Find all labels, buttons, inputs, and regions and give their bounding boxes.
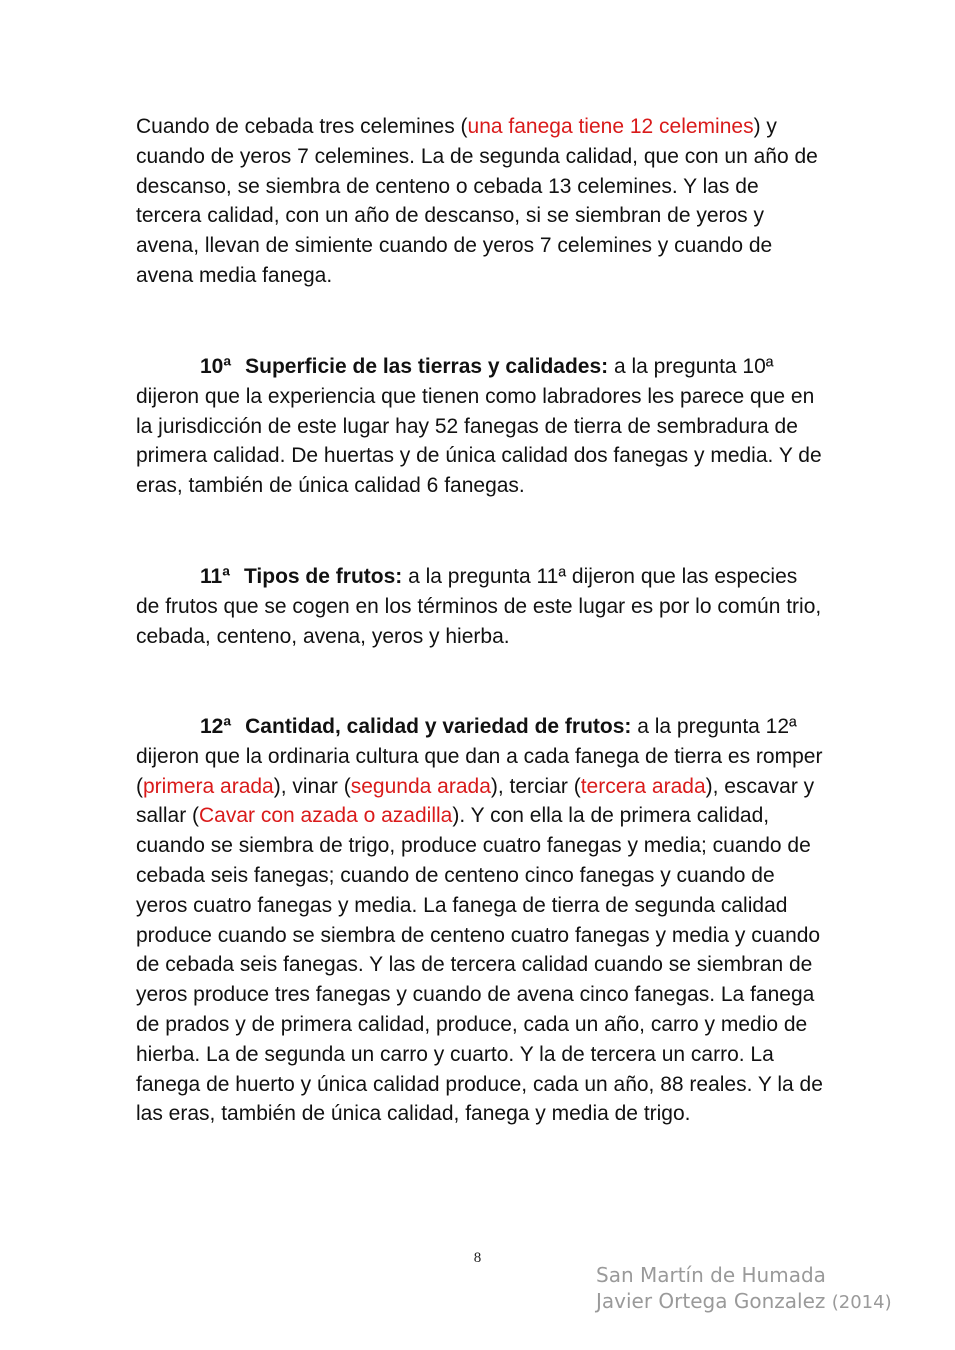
watermark-author — [596, 1288, 892, 1316]
paragraph-question-12 — [136, 712, 826, 1129]
annotation-red: tercera arada — [580, 774, 706, 798]
annotation-red: segunda arada — [350, 774, 491, 798]
paragraph-text: ). Y con ella la de primera calidad, cuando se siembra de trigo, produce cuatro fanegas y media; cuando de cebada seis fanegas; cuando de centeno cinco fanegas y cuando de yeros cuatro fanegas y media. La fanega de tierra de segunda calidad produce cuando se siembra de centeno cuatro fanegas y media y cuando de cebada seis fanegas. Y las de tercera calidad cuando se siembran de yeros produce tres fanegas y cuando de avena cinco fanegas. La fanega de prados y de primera calidad, produce, cada un año, carro y medio de hierba. La de segunda un carro y cuarto. Y la de tercera un carro. La fanega de huerto y única calidad produce, cada un año, 88 reales. Y la de las eras, también de única calidad, fanega y media de trigo. — [136, 804, 823, 1126]
watermark-year: (2014) — [831, 1292, 892, 1313]
paragraph-question-11 — [136, 562, 826, 651]
watermark — [596, 1262, 892, 1316]
annotation-red: una fanega tiene 12 celemines — [467, 115, 754, 138]
paragraph-text: y cuando de yeros 7 celemines. La de segunda calidad, que con un año de descanso, se siembra de centeno o cebada 13 celemines. Y las de tercera calidad, con un año de descanso, si se siembran de yeros y avena, llevan de simiente cuando de yeros 7 celemines y cuando de avena media fanega. — [136, 115, 818, 287]
paragraph-text: ), escavar y sallar ( — [136, 774, 815, 828]
question-heading: Superficie de las tierras y calidades: — [245, 355, 609, 378]
paragraph-text: a la pregunta 11ª dijeron que las especies de frutos que se cogen en los términos de este lugar es por lo común trio, cebada, centeno, avena, yeros y hierba. — [136, 565, 822, 648]
paragraph-seeding — [136, 112, 826, 291]
paragraph-text: ), terciar ( — [490, 774, 581, 798]
question-number: 12ª — [200, 715, 232, 738]
paragraph-text: Cuando de cebada tres celemines ( — [136, 115, 468, 138]
question-heading: Tipos de frutos: — [243, 565, 403, 588]
annotation-red: primera arada — [143, 774, 274, 798]
watermark-title: San Martín de Humada — [596, 1263, 826, 1287]
question-number: 10ª — [200, 355, 232, 378]
question-heading: Cantidad, calidad y variedad de frutos: — [245, 715, 632, 738]
page-number: 8 — [473, 1250, 482, 1266]
paragraph-text: ) — [753, 115, 761, 138]
annotation-red: Cavar con azada o azadilla — [199, 804, 453, 828]
paragraph-text: ), vinar ( — [273, 774, 351, 798]
paragraph-text: a la pregunta 12ª dijeron que la ordinaria cultura que dan a cada fanega de tierra es romper ( — [136, 715, 823, 798]
paragraph-text: a la pregunta 10ª dijeron que la experiencia que tienen como labradores les parece que en la jurisdicción de este lugar hay 52 fanegas de tierra de sembradura de primera calidad. De huertas y de única calidad dos fanegas y media. Y de eras, también de única calidad 6 fanegas. — [136, 355, 822, 498]
question-number: 11ª — [200, 565, 230, 588]
paragraph-question-10 — [136, 352, 826, 501]
watermark-author-name: Javier Ortega Gonzalez — [596, 1289, 826, 1313]
